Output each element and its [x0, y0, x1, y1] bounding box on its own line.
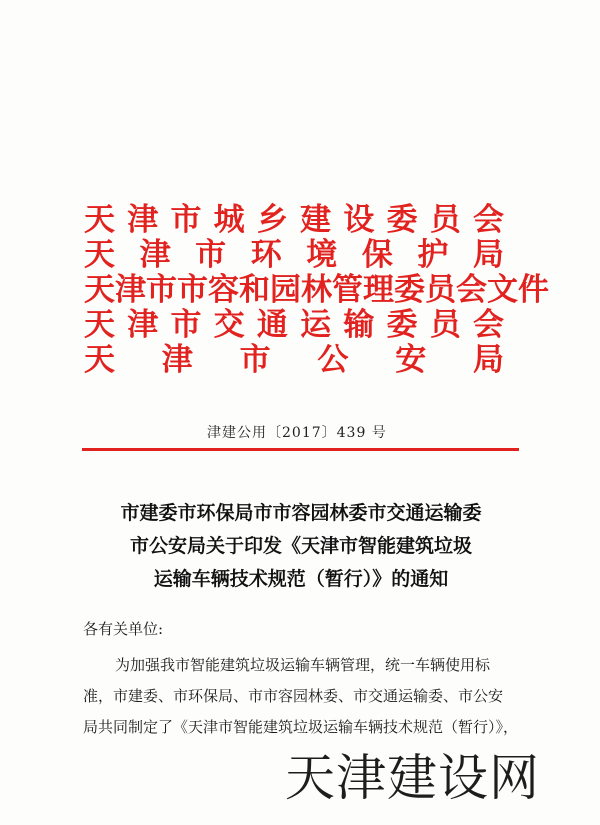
- issuer-char: 运: [300, 307, 332, 343]
- title-line: 市建委市环保局市市容园林委市交通运输委: [120, 502, 482, 524]
- body-line: 为加强我市智能建筑垃圾运输车辆管理，统一车辆使用标: [115, 656, 491, 674]
- issuer-char: 市: [170, 202, 202, 238]
- issuer-char: 保: [361, 237, 393, 273]
- red-divider: [82, 448, 519, 451]
- body-line: 准，市建委、市环保局、市市容园林委、市交通运输委、市公安: [83, 687, 504, 705]
- issuer-char: 林: [301, 272, 332, 308]
- issuer-char: 天: [84, 202, 115, 238]
- issuer-char: 容: [208, 272, 239, 308]
- issuer-char: 环: [250, 237, 282, 273]
- body-paragraph: [83, 650, 519, 743]
- issuer-char: 委: [394, 272, 425, 308]
- issuer-char: 天: [84, 237, 115, 273]
- issuer-char: 委: [386, 202, 418, 238]
- issuer-char: 津: [161, 342, 193, 378]
- document-number: 津建公用〔2017〕439 号: [207, 425, 387, 441]
- issuer-char: 市: [146, 272, 177, 308]
- issuer-char: 乡: [256, 202, 288, 238]
- issuer-char: 员: [425, 272, 456, 308]
- body-line: 局共同制定了《天津市智能建筑垃圾运输车辆技术规范（暂行）》，: [83, 718, 519, 736]
- issuer-char: 市: [195, 237, 227, 273]
- issuer-char: 员: [429, 202, 461, 238]
- issuer-char: 市: [177, 272, 208, 308]
- issuer-char: 津: [127, 307, 159, 343]
- issuer-char: 委: [386, 307, 418, 343]
- issuer-char: 会: [456, 272, 487, 308]
- issuer-line: [84, 343, 504, 378]
- issuer-char: 境: [306, 237, 338, 273]
- issuer-line: [84, 238, 504, 273]
- document-title: [70, 497, 532, 596]
- issuer-char: 城: [213, 202, 245, 238]
- issuer-char: 输: [343, 307, 375, 343]
- issuer-line: [84, 203, 504, 238]
- issuer-char: 津: [127, 202, 159, 238]
- salutation: 各有关单位:: [83, 620, 164, 638]
- issuer-char: 交: [213, 307, 245, 343]
- issuer-char: 津: [139, 237, 171, 273]
- issuer-char: 市: [239, 342, 271, 378]
- issuer-char: 津: [115, 272, 146, 308]
- issuer-char: 公: [317, 342, 349, 378]
- issuer-char: 和: [239, 272, 270, 308]
- issuer-char: 护: [417, 237, 449, 273]
- issuer-char: 天: [84, 342, 115, 378]
- issuer-char: 局: [472, 342, 504, 378]
- issuer-char: 会: [472, 307, 504, 343]
- issuer-line: [84, 308, 504, 343]
- issuer-char: 局: [472, 237, 504, 273]
- issuer-char: 园: [270, 272, 301, 308]
- issuer-char: 件: [518, 272, 549, 308]
- issuer-line: [84, 272, 549, 308]
- issuer-char: 员: [429, 307, 461, 343]
- issuer-char: 建: [300, 202, 332, 238]
- issuer-char: 通: [256, 307, 288, 343]
- issuer-char: 设: [343, 202, 375, 238]
- issuer-char: 文: [487, 272, 518, 308]
- title-line: 运输车辆技术规范（暂行）》的通知: [153, 568, 449, 590]
- issuer-char: 安: [395, 342, 427, 378]
- watermark: 天津建设网: [285, 749, 540, 807]
- issuer-char: 管: [332, 272, 363, 308]
- title-line: 市公安局关于印发《天津市智能建筑垃圾: [129, 535, 472, 557]
- issuer-char: 市: [170, 307, 202, 343]
- issuer-char: 天: [84, 272, 115, 308]
- issuer-char: 理: [363, 272, 394, 308]
- issuer-char: 天: [84, 307, 115, 343]
- issuer-char: 会: [472, 202, 504, 238]
- issuing-authorities: [84, 202, 549, 378]
